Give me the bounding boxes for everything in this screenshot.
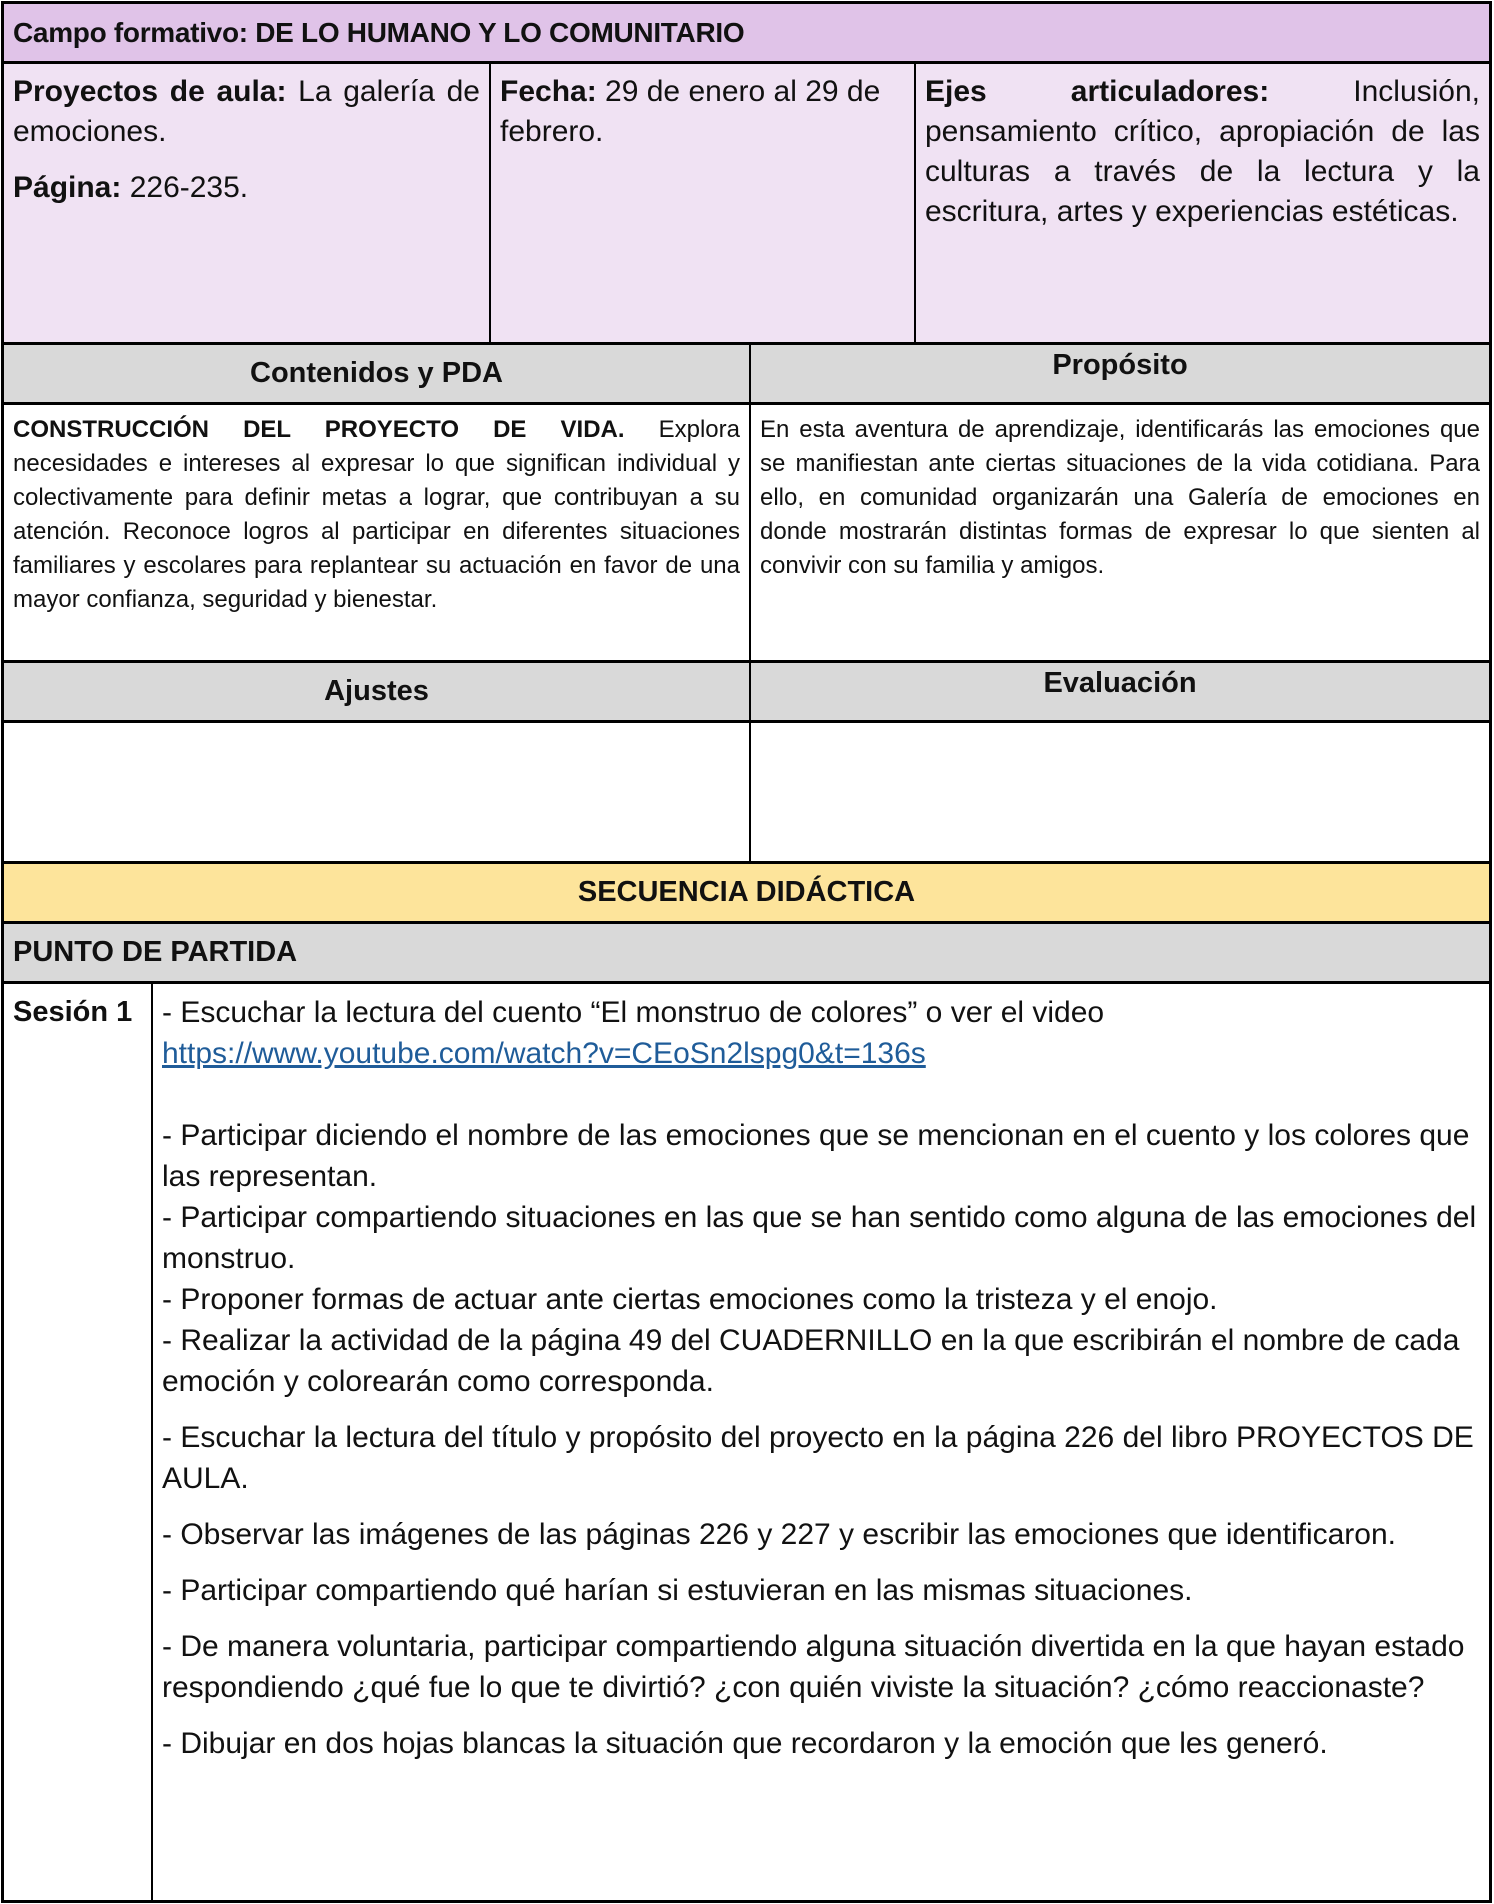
- proyecto-value: La galería de emociones.: [13, 75, 480, 148]
- contenidos-header: [4, 345, 749, 402]
- proyecto-label: Proyectos de aula:: [13, 75, 287, 108]
- contenidos-text: Explora necesidades e intereses al expresar lo que significan individual y colectivamente para definir metas a lograr, que contribuyan a su atención. Reconoce logros al participar en diferentes situaciones familiares y escolares para replantear su actuación en favor de una mayor confianza, seguridad y bienestar.: [13, 416, 740, 613]
- evaluacion-title: Evaluación: [1043, 667, 1197, 699]
- video-link[interactable]: https://www.youtube.com/watch?v=CEoSn2lspg0&t=136s: [162, 1037, 926, 1070]
- session-label: Sesión 1: [13, 996, 133, 1028]
- ajustes-evaluacion-row: [1, 720, 1492, 861]
- activity-item: - Escuchar la lectura del título y propósito del proyecto en la página 226 del libro PROYECTOS DE AULA.: [162, 1421, 1474, 1495]
- pagina-label: Página:: [13, 171, 122, 204]
- proyecto-cell: [4, 64, 489, 342]
- fecha-label: Fecha:: [500, 75, 597, 108]
- pagina-field: [13, 168, 480, 208]
- activity-item: - Participar compartiendo situaciones en las que se han sentido como alguna de las emociones del monstruo.: [162, 1201, 1477, 1275]
- ajustes-title: Ajustes: [324, 675, 429, 707]
- proposito-text: En esta aventura de aprendizaje, identificarás las emociones que se manifiestan ante ciertas situaciones de la vida cotidiana. Para ello, en comunidad organizarán una Galería de emociones en donde mostrarán distintas formas de expresar lo que sienten al convivir con su familia y amigos.: [760, 416, 1480, 579]
- ajustes-cell[interactable]: [4, 723, 749, 861]
- proposito-header: [749, 345, 1489, 402]
- campo-formativo-header: [1, 1, 1492, 61]
- contenidos-proposito-header-row: [1, 342, 1492, 402]
- evaluacion-header: [749, 663, 1489, 720]
- activity-item: - Realizar la actividad de la página 49 del CUADERNILLO en la que escribirán el nombre de cada emoción y colorearán como corresponda.: [162, 1324, 1460, 1398]
- proposito-title: Propósito: [1052, 349, 1188, 381]
- activity-item: - Proponer formas de actuar ante ciertas emociones como la tristeza y el enojo.: [162, 1283, 1218, 1316]
- activity-text: - Escuchar la lectura del cuento “El monstruo de colores” o ver el video: [162, 996, 1105, 1029]
- project-info-row: [1, 61, 1492, 342]
- session-activities: [151, 984, 1489, 1900]
- activity-item: - Observar las imágenes de las páginas 226 y 227 y escribir las emociones que identificaron.: [162, 1518, 1396, 1551]
- ejes-cell: [914, 64, 1489, 342]
- ejes-label: Ejes articuladores:: [925, 75, 1270, 108]
- ejes-value: Inclusión, pensamiento crítico, apropiación de las culturas a través de la lectura y la escritura, artes y experiencias estéticas.: [925, 75, 1480, 228]
- phase-title: PUNTO DE PARTIDA: [13, 936, 298, 968]
- punto-de-partida-header: [1, 921, 1492, 981]
- lesson-plan-table: [1, 1, 1492, 1903]
- pagina-value: 226-235.: [121, 171, 249, 204]
- campo-formativo-title: Campo formativo: DE LO HUMANO Y LO COMUNITARIO: [13, 16, 745, 48]
- activity-item: - Dibujar en dos hojas blancas la situación que recordaron y la emoción que les generó.: [162, 1727, 1328, 1760]
- activity-item: [162, 992, 1480, 1074]
- ajustes-header: [4, 663, 749, 720]
- secuencia-title: SECUENCIA DIDÁCTICA: [577, 876, 916, 908]
- contenidos-cell: [4, 405, 749, 660]
- contenidos-bold: CONSTRUCCIÓN DEL PROYECTO DE VIDA.: [13, 416, 625, 443]
- secuencia-didactica-header: [1, 861, 1492, 921]
- session-row: [1, 981, 1492, 1903]
- fecha-cell: [489, 64, 914, 342]
- proyecto-field: [13, 72, 480, 152]
- evaluacion-cell[interactable]: [749, 723, 1489, 861]
- fecha-value: 29 de enero al 29 de febrero.: [500, 75, 881, 148]
- contenidos-proposito-row: [1, 402, 1492, 660]
- activity-item: - De manera voluntaria, participar compartiendo alguna situación divertida en la que hayan estado respondiendo ¿qué fue lo que te divirtió? ¿con quién viviste la situación? ¿cómo reaccionaste?: [162, 1630, 1465, 1704]
- proposito-cell: [749, 405, 1489, 660]
- contenidos-title: Contenidos y PDA: [250, 357, 503, 389]
- activity-item: - Participar diciendo el nombre de las emociones que se mencionan en el cuento y los colores que las representan.: [162, 1119, 1470, 1193]
- ajustes-evaluacion-header-row: [1, 660, 1492, 720]
- activity-item: - Participar compartiendo qué harían si estuvieran en las mismas situaciones.: [162, 1574, 1193, 1607]
